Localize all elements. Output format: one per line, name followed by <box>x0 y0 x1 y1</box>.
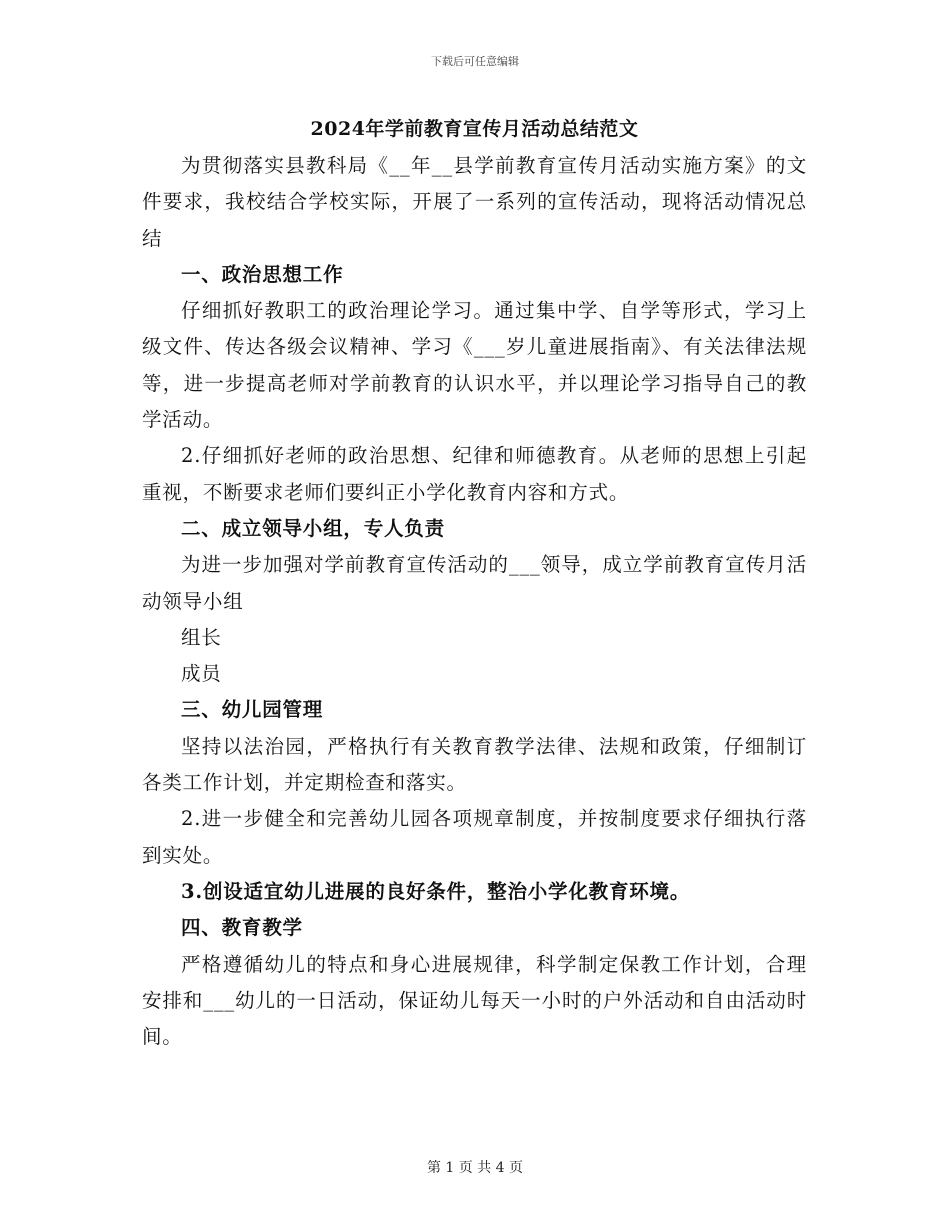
paragraph-members: 成员 <box>181 662 222 686</box>
page-header: 下载后可任意编辑 <box>431 55 519 68</box>
heading-leadership-group: 二、成立领导小组，专人负责 <box>181 516 445 540</box>
heading-kindergarten-management: 三、幼儿园管理 <box>181 698 324 722</box>
heading-teaching: 四、教育教学 <box>181 916 303 940</box>
paragraph-regulations: 2.进一步健全和完善幼儿园各项规章制度，并按制度要求仔细执行落到实处。 <box>142 807 807 867</box>
paragraph-theory-study: 仔细抓好教职工的政治理论学习。通过集中学、自学等形式，学习上级文件、传达各级会议精神、学习《___岁儿童进展指南》、有关法律法规等，进一步提高老师对学前教育的认识水平，并以理论学习指导自己的教学活动。 <box>142 299 807 432</box>
paragraph-intro: 为贯彻落实县教科局《__年__县学前教育宣传月活动实施方案》的文件要求，我校结合学校实际，开展了一系列的宣传活动，现将活动情况总结 <box>142 154 807 250</box>
paragraph-leader: 组长 <box>181 625 222 649</box>
paragraph-leadership: 为进一步加强对学前教育宣传活动的___领导，成立学前教育宣传月活动领导小组 <box>142 553 807 613</box>
paragraph-environment-bold: 3.创设适宜幼儿进展的良好条件，整治小学化教育环境。 <box>181 879 691 903</box>
heading-political-work: 一、政治思想工作 <box>181 262 344 286</box>
document-title: 2024年学前教育宣传月活动总结范文 <box>310 118 639 140</box>
paragraph-rule-of-law: 坚持以法治园，严格执行有关教育教学法律、法规和政策，仔细制订各类工作计划，并定期检查和落实。 <box>142 734 807 795</box>
paragraph-daily-activities: 严格遵循幼儿的特点和身心进展规律，科学制定保教工作计划，合理安排和___幼儿的一日活动，保证幼儿每天一小时的户外活动和自由活动时间。 <box>142 952 807 1049</box>
page-footer: 第 1 页 共 4 页 <box>426 1160 524 1176</box>
document-body <box>142 112 807 1055</box>
paragraph-ethics-education: 2.仔细抓好老师的政治思想、纪律和师德教育。从老师的思想上引起重视，不断要求老师们要纠正小学化教育内容和方式。 <box>142 444 807 504</box>
